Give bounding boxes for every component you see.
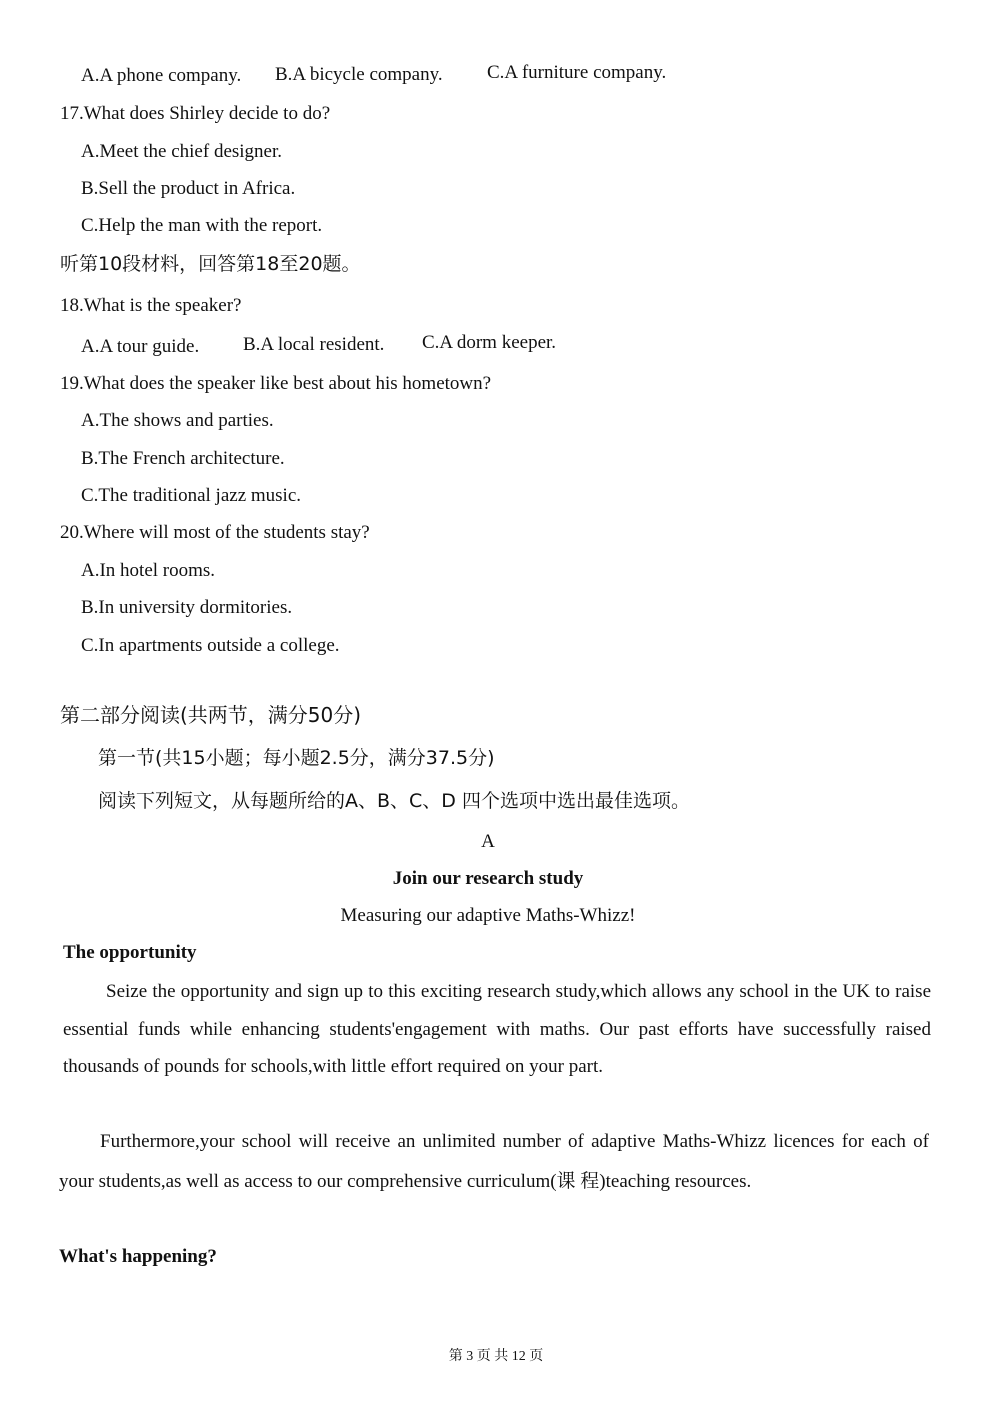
passage-letter: A (481, 831, 495, 852)
q16-option-c: C.A furniture company. (487, 62, 667, 83)
reading-instruction: 阅读下列短文，从每题所给的A、B、C、D 四个选项中选出最佳选项。 (98, 790, 690, 812)
q16-option-a: A.A phone company. (81, 65, 242, 86)
q19-option-c: C.The traditional jazz music. (81, 485, 302, 506)
section1-title: 第一节(共15小题；每小题2.5分，满分37.5分) (98, 747, 495, 769)
q17-question: 17.What does Shirley decide to do? (60, 103, 331, 124)
q19-option-b: B.The French architecture. (81, 448, 285, 469)
q20-question: 20.Where will most of the students stay? (60, 522, 370, 543)
heading-opportunity: The opportunity (63, 942, 197, 963)
q20-option-c: C.In apartments outside a college. (81, 635, 340, 656)
q20-option-b: B.In university dormitories. (81, 597, 293, 618)
q16-option-b: B.A bicycle company. (275, 64, 443, 85)
passage-title: Join our research study (392, 868, 584, 889)
q17-option-a: A.Meet the chief designer. (81, 141, 283, 162)
q19-question: 19.What does the speaker like best about his hometown? (60, 373, 492, 394)
q20-option-a: A.In hotel rooms. (81, 560, 216, 581)
section10-instruction: 听第10段材料，回答第18至20题。 (60, 253, 361, 275)
page-footer: 第 3 页 共 12 页 (448, 1349, 544, 1364)
q17-option-c: C.Help the man with the report. (81, 215, 323, 236)
paragraph-1: Seize the opportunity and sign up to this exciting research study,which allows any school in the UK to raise essential funds while enhancing students'engagement with maths. Our past efforts have successfully raised thousands of pounds for schools,with little effort required on your part. (63, 981, 931, 1077)
q18-option-b: B.A local resident. (243, 334, 385, 355)
q18-option-a: A.A tour guide. (81, 336, 200, 357)
passage-subtitle: Measuring our adaptive Maths-Whizz! (340, 905, 636, 926)
heading-whats-happening: What's happening? (59, 1246, 217, 1267)
paragraph-2: Furthermore,your school will receive an unlimited number of adaptive Maths-Whizz licences for each of your students,as well as access to our comprehensive curriculum(课 程)teaching resources. (59, 1131, 929, 1192)
part2-title: 第二部分阅读(共两节，满分50分) (60, 703, 362, 727)
q18-option-c: C.A dorm keeper. (422, 332, 557, 353)
q17-option-b: B.Sell the product in Africa. (81, 178, 296, 199)
q18-question: 18.What is the speaker? (60, 295, 242, 316)
q19-option-a: A.The shows and parties. (81, 410, 274, 431)
